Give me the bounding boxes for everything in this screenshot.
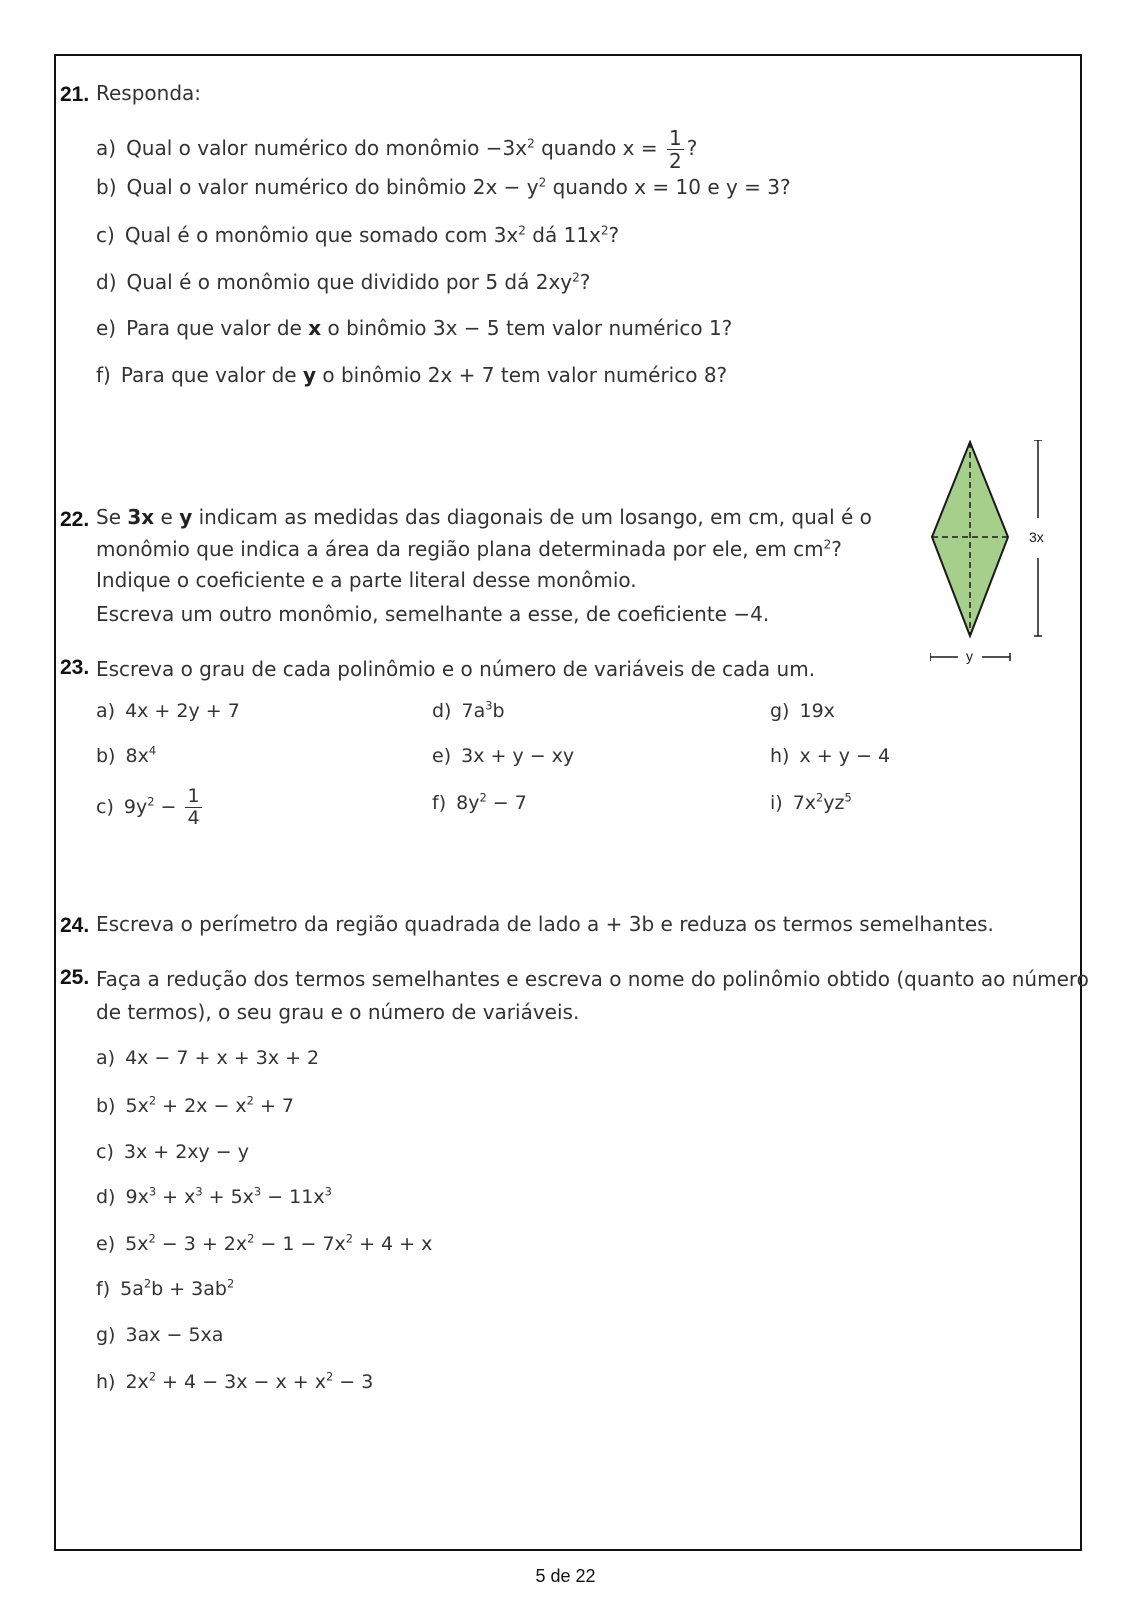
item-25c: c) 3x + 2xy − y (96, 1141, 250, 1163)
item-23a: a) 4x + 2y + 7 (96, 700, 240, 722)
item-25d: d) $9x^3 + x^3 + 5x^3 - 11x^3$ (96, 1184, 332, 1208)
horizontal-dimension-label: y (966, 648, 973, 664)
item-25g: g) 3ax − 5xa (96, 1324, 224, 1346)
item-23d: d) $7a^3b$ (432, 698, 505, 722)
item-21b: b) Qual o valor numérico do binômio $2x - y^2$ quando x = 10 e y = 3? (96, 175, 791, 199)
question-number: 23. (60, 656, 90, 679)
item-23e: e) 3x + y − xy (432, 745, 575, 767)
item-23i: i) $7x^2yz^5$ (770, 790, 852, 814)
q22-line-3: Indique o coeficiente e a parte literal desse monômio. (96, 568, 637, 592)
q22-line-4: Escreva um outro monômio, semelhante a esse, de coeficiente −4. (96, 602, 770, 626)
question-number: 22. (60, 508, 90, 531)
item-25e: e) $5x^2 - 3 + 2x^2 - 1 - 7x^2 + 4 + x$ (96, 1231, 433, 1255)
item-21c: c) Qual é o monômio que somado com $3x^2$ dá $11x^2$? (96, 223, 620, 247)
item-25b: b) $5x^2 + 2x - x^2 + 7$ (96, 1093, 294, 1117)
question-text: Escreva o perímetro da região quadrada de lado a + 3b e reduza os termos semelhantes. (96, 912, 994, 936)
page-number: 5 de 22 (535, 1566, 596, 1586)
question-title: Responda: (96, 81, 202, 105)
rhombus-diagram (930, 440, 1060, 670)
q25-line-1: Faça a redução dos termos semelhantes e escreva o nome do polinômio obtido (quanto ao número (96, 967, 1089, 991)
question-number: 21. (60, 83, 90, 106)
question-number: 24. (60, 914, 90, 937)
q22-line-2: monômio que indica a área da região plana determinada por ele, em $cm^2$? (96, 537, 842, 561)
item-21d: d) Qual é o monômio que dividido por 5 dá $2xy^2$? (96, 270, 591, 294)
item-label: a) (96, 136, 117, 160)
item-25f: f) $5a^2b + 3ab^2$ (96, 1276, 235, 1300)
fraction: $\frac{1}{4}$ (187, 785, 200, 829)
item-23g: g) 19x (770, 700, 835, 722)
q22-line-1: Se 3x e y indicam as medidas das diagonais de um losango, em cm, qual é o (96, 505, 872, 529)
question-number: 25. (60, 966, 90, 989)
fraction: $\frac{1}{2}$ (669, 126, 682, 173)
q25-line-2: de termos), o seu grau e o número de variáveis. (96, 1000, 580, 1024)
vertical-dimension-label: 3x (1029, 529, 1044, 545)
item-23h: h) x + y − 4 (770, 745, 891, 767)
item-23b: b) $8x^4$ (96, 743, 157, 767)
item-21a: a) Qual o valor numérico do monômio $-3x^2$ quando x = $\frac{1}{2}$ ? (96, 126, 698, 173)
question-title: Escreva o grau de cada polinômio e o número de variáveis de cada um. (96, 657, 816, 681)
item-23f: f) $8y^2 - 7$ (432, 790, 527, 814)
item-21e: e) Para que valor de x o binômio 3x − 5 tem valor numérico 1? (96, 316, 733, 340)
item-23c: c) $9y^2$ − $\frac{1}{4}$ (96, 785, 200, 829)
item-21f: f) Para que valor de y o binômio 2x + 7 tem valor numérico 8? (96, 363, 728, 387)
item-25a: a) 4x − 7 + x + 3x + 2 (96, 1047, 320, 1069)
item-25h: h) $2x^2 + 4 - 3x - x + x^2 - 3$ (96, 1369, 374, 1393)
